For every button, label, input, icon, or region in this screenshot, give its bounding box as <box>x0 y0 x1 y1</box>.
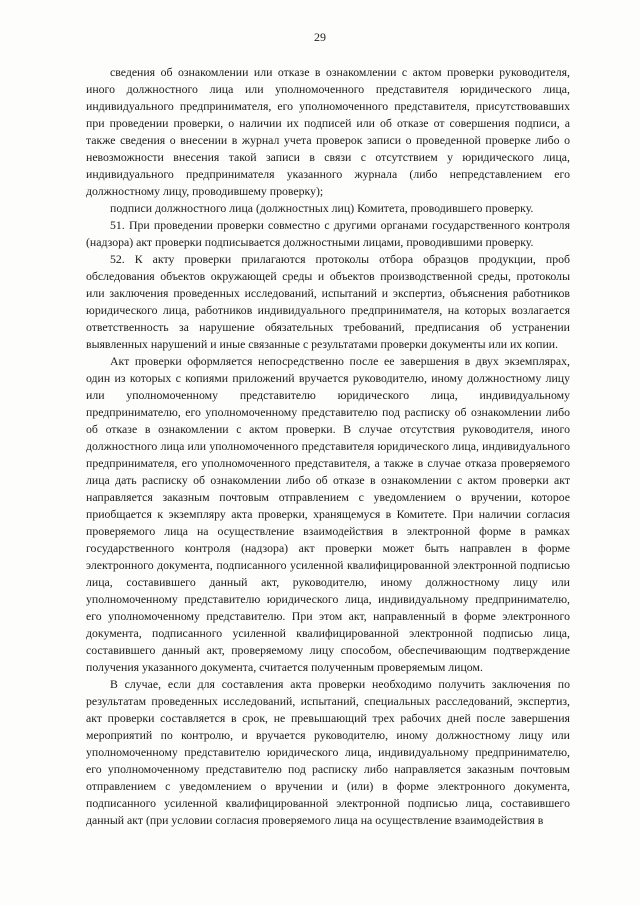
paragraph-act-execution: Акт проверки оформляется непосредственно после ее завершения в двух экземплярах, один из которых с копиями приложений вручается руководителю, иному должностному лицу или уполномоченному представителю юридического лица, индивидуальному предпринимателю, его уполномоченному представителю под расписку об ознакомлении либо об отказе в ознакомлении с актом проверки. В случае отсутствия руководителя, иного должностного лица или уполномоченного представителя юридического лица, индивидуального предпринимателя, его уполномоченного представителя, а также в случае отказа проверяемого лица дать расписку об ознакомлении либо об отказе в ознакомлении с актом проверки акт направляется заказным почтовым отправлением с уведомлением о вручении, которое приобщается к экземпляру акта проверки, хранящемуся в Комитете. При наличии согласия проверяемого лица на осуществление взаимодействия в электронной форме в рамках государственного контроля (надзора) акт проверки может быть направлен в форме электронного документа, подписанного усиленной квалифицированной электронной подписью лица, составившего данный акт, руководителю, иному должностному лицу или уполномоченному представителю юридического лица, индивидуальному предпринимателю, его уполномоченному представителю. При этом акт, направленный в форме электронного документа, подписанного усиленной квалифицированной электронной подписью лица, составившего данный акт, проверяемому лицу способом, обеспечивающим подтверждение получения указанного документа, считается полученным проверяемым лицом. <box>86 354 570 674</box>
paragraph-signatures: подписи должностного лица (должностных лиц) Комитета, проводившего проверку. <box>110 201 534 215</box>
paragraph-52: 52. К акту проверки прилагаются протоколы отбора образцов продукции, проб обследования объектов окружающей среды и объектов производственной среды, протоколы или заключения проведенных исследований, испытаний и экспертиз, объяснения работников юридического лица, работников индивидуального предпринимателя, на которых возлагается ответственность за нарушение обязательных требований, предписания об устранении выявленных нарушений и иные связанные с результатами проверки документы или их копии. <box>86 252 570 351</box>
paragraph-conclusions-case: В случае, если для составления акта проверки необходимо получить заключения по результатам проведенных исследований, испытаний, специальных расследований, экспертиз, акт проверки составляется в срок, не превышающий трех рабочих дней после завершения мероприятий по контролю, и вручается руководителю, иному должностному лицу или уполномоченному представителю юридического лица, индивидуальному предпринимателю, его уполномоченному представителю под расписку либо направляется заказным почтовым отправлением с уведомлением о вручении и (или) в форме электронного документа, подписанного усиленной квалифицированной электронной подписью лица, составившего данный акт (при условии согласия проверяемого лица на осуществление взаимодействия в <box>86 677 570 827</box>
document-body <box>86 64 570 829</box>
page-number: 29 <box>314 30 326 44</box>
paragraph-inspection-info: сведения об ознакомлении или отказе в ознакомлении с актом проверки руководителя, иного должностного лица или уполномоченного представителя юридического лица, индивидуального предпринимателя, его уполномоченного представителя, присутствовавших при проведении проверки, о наличии их подписей или об отказе от совершения подписи, а также сведения о внесении в журнал учета проверок записи о проведенной проверке либо о невозможности внесения такой записи в связи с отсутствием у юридического лица, индивидуального предпринимателя указанного журнала (либо непредставлением его должностному лицу, проводившему проверку); <box>86 65 570 198</box>
paragraph-51: 51. При проведении проверки совместно с другими органами государственного контроля (надзора) акт проверки подписывается должностными лицами, проводившими проверку. <box>86 218 570 249</box>
